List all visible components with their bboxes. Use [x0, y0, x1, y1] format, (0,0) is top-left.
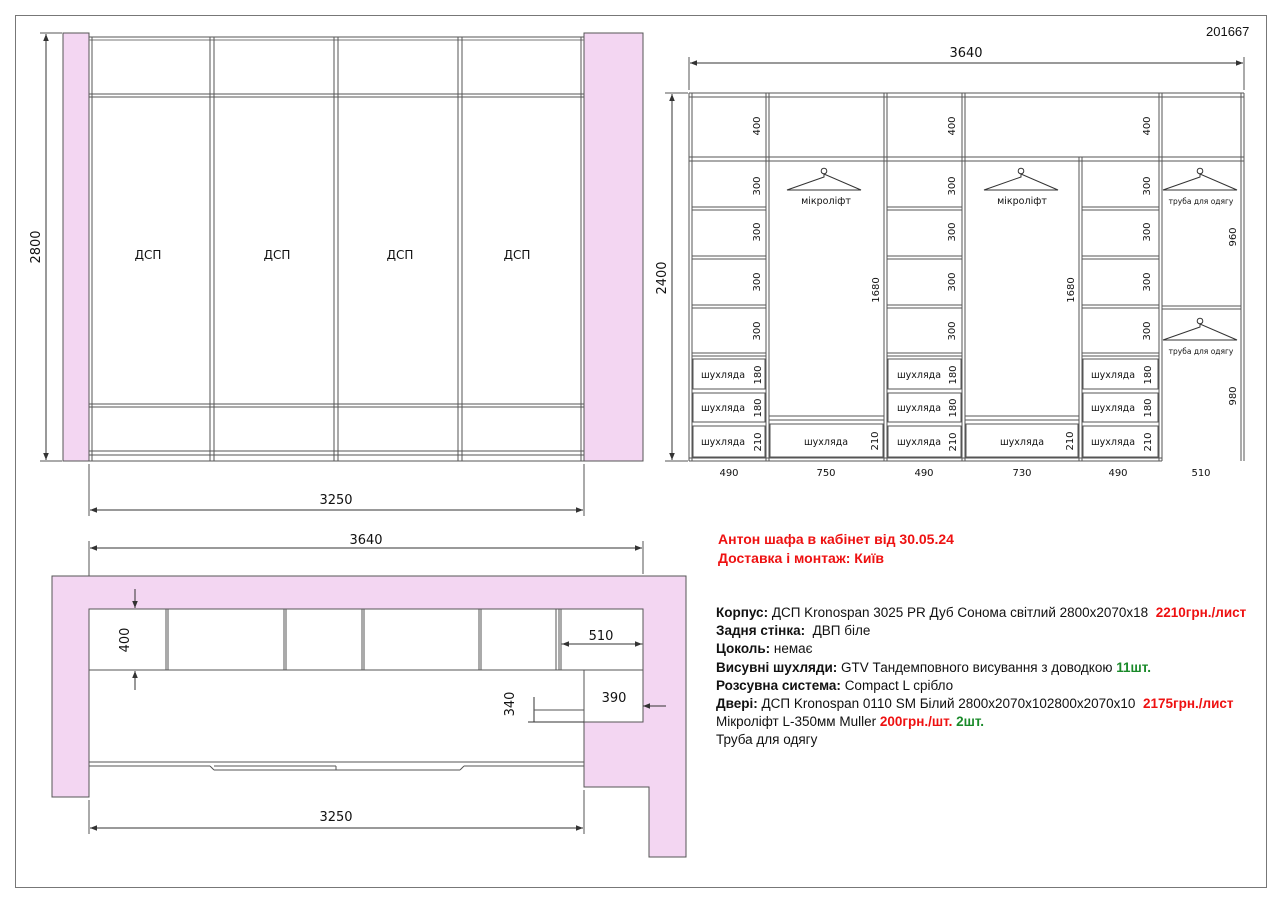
front-width-dimension: 3250: [319, 493, 353, 508]
spec-text: Мікроліфт L-350мм Muller: [716, 714, 877, 730]
door-label: ДСП: [503, 248, 531, 262]
drawer-label: шухляда: [896, 403, 942, 414]
interior-width-dimension: 3640: [949, 46, 983, 61]
plan-view: [52, 533, 686, 857]
drawer-height: 210: [1143, 432, 1154, 452]
hanger-icon: [787, 168, 861, 190]
materials-spec: [716, 604, 1261, 750]
drawer-height: 180: [948, 365, 959, 385]
spec-row: [716, 640, 1261, 658]
spec-text: ДВП біле: [812, 623, 871, 639]
plan-width-dimension: 3640: [349, 533, 383, 548]
rail-label: труба для одягу: [1168, 197, 1234, 206]
drawer-height: 180: [1143, 365, 1154, 385]
corner-width-dimension: 510: [588, 629, 614, 644]
drawer-height: 210: [870, 431, 881, 451]
shelf-height: 300: [1142, 222, 1153, 242]
shelf-height: 300: [1142, 272, 1153, 292]
spec-row: [716, 713, 1261, 731]
spec-text: ДСП Kronospan 3025 PR Дуб Сонома світлий 2800х2070х18: [771, 605, 1149, 620]
shelf-height: 300: [752, 321, 763, 341]
section-width: 490: [914, 468, 934, 479]
drawer-label: шухляда: [999, 437, 1045, 448]
spec-row: [716, 622, 1261, 640]
plan-depth-dimension: 400: [118, 627, 133, 653]
section-width: 510: [1191, 468, 1211, 479]
spec-text: ДСП Kronospan 0110 SM Білий 2800х2070х102800х2070х10: [761, 696, 1136, 712]
drawer-label: шухляда: [1090, 437, 1136, 448]
spec-row: [716, 604, 1261, 622]
spec-text: Труба для одягу: [716, 732, 818, 748]
rail-height: 980: [1228, 386, 1239, 406]
drawer-label: шухляда: [896, 370, 942, 381]
drawer-height: 180: [1143, 398, 1154, 418]
section-width: 490: [1108, 468, 1128, 479]
spec-text: GTV Тандемповного висування з доводкою: [841, 659, 1113, 675]
corner-depth-dimension: 390: [601, 691, 627, 706]
spec-text: немає: [773, 641, 813, 657]
spec-price: 200грн./шт.: [879, 714, 953, 730]
front-height-dimension: 2800: [29, 230, 44, 264]
microlift-label: мікроліфт: [801, 196, 851, 207]
top-shelf-height: 400: [752, 116, 763, 136]
drawer-label: шухляда: [700, 437, 746, 448]
drawer-label: шухляда: [1090, 403, 1136, 414]
microlift-label: мікроліфт: [997, 196, 1047, 207]
hanger-icon: [1163, 318, 1237, 340]
section-width: 750: [816, 468, 836, 479]
spec-label: Висувні шухляди:: [716, 659, 838, 675]
spec-qty: 11шт.: [1116, 659, 1151, 675]
spec-text: Compact L срібло: [844, 677, 954, 693]
drawer-height: 210: [1065, 431, 1076, 451]
shelf-height: 300: [752, 176, 763, 196]
spec-qty: 2шт.: [956, 714, 985, 730]
door-label: ДСП: [386, 248, 414, 262]
spec-price: 2210грн./лист: [1155, 605, 1247, 620]
shelf-height: 300: [752, 222, 763, 242]
spec-label: Двері:: [716, 696, 758, 712]
hanger-icon: [984, 168, 1058, 190]
order-delivery-line: Доставка і монтаж: Київ: [718, 550, 885, 566]
rail-label: труба для одягу: [1168, 347, 1234, 356]
shelf-height: 300: [752, 272, 763, 292]
spec-row: [716, 695, 1261, 713]
interior-view: [655, 46, 1244, 479]
shelf-height: 300: [1142, 176, 1153, 196]
top-shelf-height: 400: [947, 116, 958, 136]
hanging-height: 1680: [871, 277, 882, 303]
drawer-label: шухляда: [896, 437, 942, 448]
spec-row: [716, 731, 1261, 749]
hanger-icon: [1163, 168, 1237, 190]
order-title: [718, 530, 954, 568]
drawer-height: 180: [948, 398, 959, 418]
order-code: 201667: [1206, 24, 1250, 39]
plan-inner-width-dimension: 3250: [319, 810, 353, 825]
shelf-height: 300: [1142, 321, 1153, 341]
shelf-height: 300: [947, 272, 958, 292]
spec-label: Розсувна система:: [716, 677, 841, 693]
hanging-height: 1680: [1066, 277, 1077, 303]
spec-label: Цоколь:: [716, 641, 771, 657]
shelf-height: 300: [947, 176, 958, 196]
rail-height: 960: [1228, 227, 1239, 247]
step-dimension: 340: [503, 691, 518, 717]
shelf-height: 300: [947, 222, 958, 242]
spec-row: [716, 677, 1261, 695]
top-shelf-height: 400: [1142, 116, 1153, 136]
door-label: ДСП: [134, 248, 162, 262]
interior-height-dimension: 2400: [655, 261, 670, 295]
drawer-label: шухляда: [700, 403, 746, 414]
section-width: 730: [1012, 468, 1032, 479]
drawer-height: 210: [948, 432, 959, 452]
spec-row: [716, 659, 1261, 677]
drawer-height: 210: [753, 432, 764, 452]
drawer-height: 180: [753, 365, 764, 385]
front-view: [29, 33, 643, 516]
door-label: ДСП: [263, 248, 291, 262]
spec-label: Корпус:: [716, 605, 769, 620]
order-title-line: Антон шафа в кабінет від 30.05.24: [718, 531, 954, 547]
drawer-label: шухляда: [700, 370, 746, 381]
section-width: 490: [719, 468, 739, 479]
drawer-height: 180: [753, 398, 764, 418]
shelf-height: 300: [947, 321, 958, 341]
drawer-label: шухляда: [1090, 370, 1136, 381]
spec-label: Задня стінка:: [716, 623, 806, 639]
drawer-label: шухляда: [803, 437, 849, 448]
spec-price: 2175грн./лист: [1142, 696, 1234, 712]
